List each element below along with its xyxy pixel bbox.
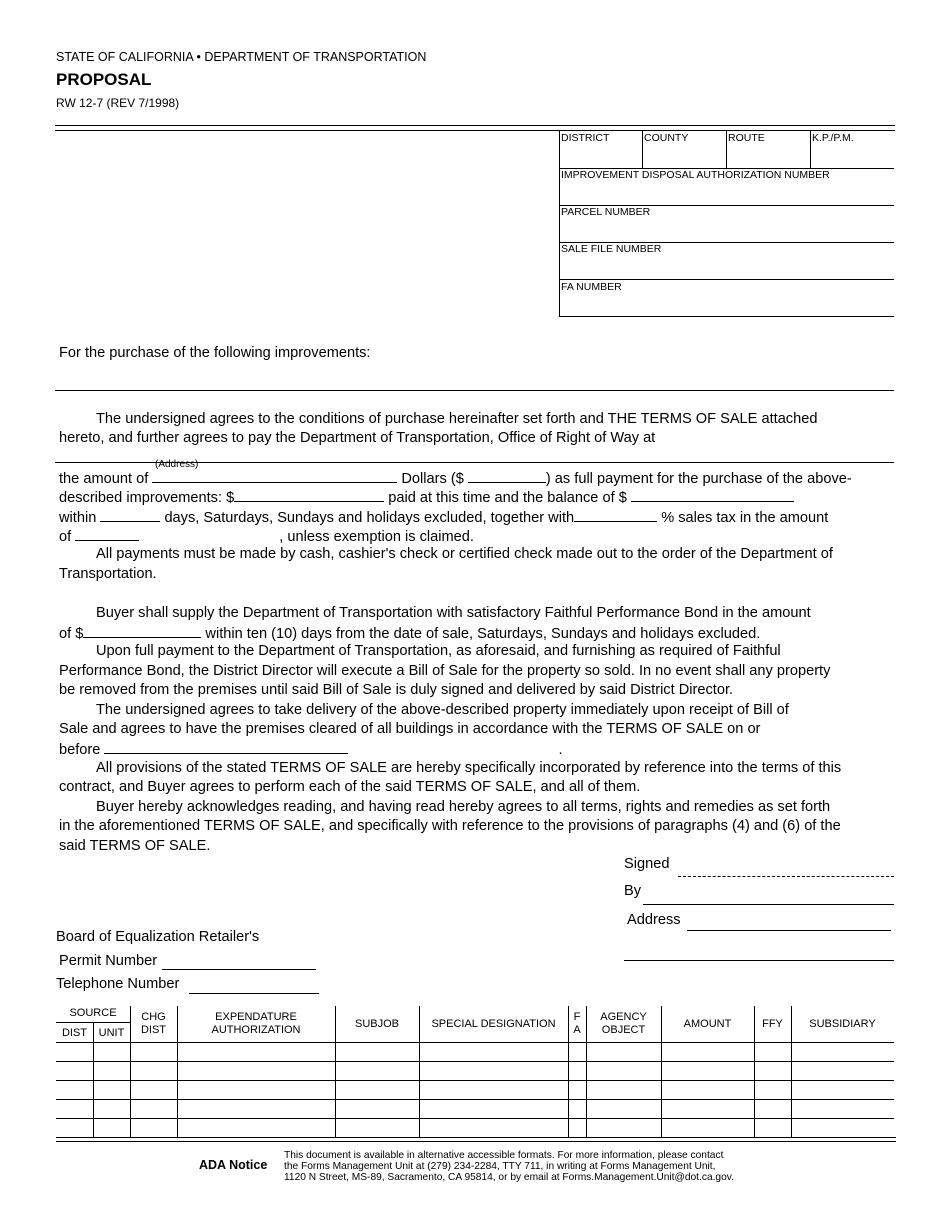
parcel-number-field[interactable]: PARCEL NUMBER [561, 206, 651, 218]
provisions-line-1: All provisions of the stated TERMS OF SALE are hereby specifically incorporated by reference into the terms of this [96, 760, 842, 776]
payments-line-2: Transportation. [59, 566, 157, 582]
delivery-line-2: Sale and agrees to have the premises cleared of all buildings in accordance with the TERMS OF SALE on or [59, 721, 761, 737]
full-payment-label: ) as full payment for the purchase of the above- [545, 471, 852, 487]
of-label: of [59, 529, 72, 545]
county-field[interactable]: COUNTY [644, 132, 689, 144]
upon-payment-line-3: be removed from the premises until said Bill of Sale is duly signed and delivered by said District Director. [59, 682, 734, 698]
col-chg-dist-line-1: CHG [141, 1011, 166, 1023]
bond-deadline-label: within ten (10) days from the date of sale, Saturdays, Sundays and holidays excluded. [205, 626, 761, 642]
amount-line [59, 468, 852, 489]
delivery-line-1: The undersigned agrees to take delivery of the above-described property immediately upon receipt of Bill of [96, 702, 789, 718]
info-box-row-rule [559, 279, 894, 280]
before-label: before [59, 742, 101, 758]
described-improvements-label: described improvements: $ [59, 490, 235, 506]
info-box-left-border [559, 130, 560, 317]
ada-notice-line-3: 1120 N Street, MS-89, Sacramento, CA 95814, or by email at Forms.Management.Unit@dot.ca.gov. [284, 1172, 734, 1183]
within-label: within [59, 510, 97, 526]
col-expenditure-line-1: EXPENDATURE [215, 1011, 297, 1023]
agreement-line-1: The undersigned agrees to the conditions of purchase hereinafter set forth and THE TERMS OF SALE attached [96, 411, 818, 427]
days-excluded-label: days, Saturdays, Sundays and holidays excluded, together with [164, 510, 575, 526]
header-rule-bottom [55, 130, 895, 131]
balance-field[interactable] [631, 487, 794, 502]
header-rule-top [55, 125, 895, 126]
amount-words-field[interactable] [152, 468, 397, 483]
col-fa-line-2: A [573, 1024, 581, 1036]
col-special-designation: SPECIAL DESIGNATION [431, 1018, 556, 1030]
bond-line-1: Buyer shall supply the Department of Transportation with satisfactory Faithful Performance Bond in the amount [96, 605, 811, 621]
ada-notice-label: ADA Notice [199, 1158, 268, 1172]
days-field[interactable] [100, 507, 160, 522]
bond-amount-field[interactable] [83, 623, 201, 638]
info-box-divider [726, 130, 727, 168]
delivery-line-3 [59, 739, 563, 760]
col-subjob: SUBJOB [354, 1018, 399, 1030]
kppm-field[interactable]: K.P./P.M. [812, 132, 854, 144]
bond-line-2 [59, 623, 760, 644]
upon-payment-line-1: Upon full payment to the Department of Transportation, as aforesaid, and furnishing as required of Faithful [96, 643, 781, 659]
purchase-intro: For the purchase of the following improvements: [59, 345, 371, 361]
table-row-rule [56, 1099, 894, 1100]
col-fa [568, 1011, 586, 1037]
dollars-label: Dollars ($ [401, 471, 464, 487]
fa-number-field[interactable]: FA NUMBER [561, 281, 622, 293]
improvements-payment-line [59, 487, 794, 508]
retailer-title: Board of Equalization Retailer's [56, 929, 260, 945]
tax-amount-field[interactable] [75, 526, 139, 541]
permit-number-label: Permit Number [59, 953, 158, 969]
ada-notice-line-1: This document is available in alternative accessible formats. For more information, please contact [284, 1150, 724, 1161]
col-source: SOURCE [69, 1007, 117, 1019]
signed-line[interactable] [678, 876, 894, 877]
col-fa-line-1: F [573, 1011, 581, 1023]
form-revision: RW 12-7 (REV 7/1998) [56, 96, 180, 110]
clearance-date-field[interactable] [104, 739, 348, 754]
info-box-row-rule [559, 316, 894, 317]
info-box-divider [642, 130, 643, 168]
form-title: PROPOSAL [56, 70, 152, 89]
col-chg-dist [130, 1011, 177, 1037]
agreement-line-2: hereto, and further agrees to pay the Department of Transportation, Office of Right of Way at [59, 430, 656, 446]
district-field[interactable]: DISTRICT [561, 132, 610, 144]
table-row-rule [56, 1061, 894, 1062]
signer-address-line-2[interactable] [624, 960, 894, 961]
table-row-rule [56, 1080, 894, 1081]
col-expenditure-authorization [177, 1011, 335, 1037]
signed-label: Signed [624, 856, 670, 872]
col-chg-dist-line-2: DIST [140, 1024, 167, 1036]
address-label: Address [627, 912, 681, 928]
table-header-rule [56, 1042, 894, 1043]
bond-amount-label: of $ [59, 626, 84, 642]
telephone-number-field[interactable] [189, 993, 319, 994]
improvement-number-field[interactable]: IMPROVEMENT DISPOSAL AUTHORIZATION NUMBER [561, 169, 830, 181]
col-agency-line-2: OBJECT [601, 1024, 646, 1036]
signer-address-line[interactable] [687, 930, 891, 931]
telephone-number-label: Telephone Number [56, 976, 180, 992]
col-subsidiary: SUBSIDIARY [809, 1018, 876, 1030]
paid-now-field[interactable] [234, 487, 384, 502]
exemption-label: , unless exemption is claimed. [279, 529, 474, 545]
col-agency-object [586, 1011, 661, 1037]
department-header: STATE OF CALIFORNIA • DEPARTMENT OF TRANSPORTATION [56, 50, 427, 64]
address-caption: (Address) [155, 459, 199, 470]
table-row-rule [56, 1118, 894, 1119]
route-field[interactable]: ROUTE [728, 132, 765, 144]
acknowledge-line-3: said TERMS OF SALE. [59, 838, 211, 854]
within-days-line [59, 507, 828, 528]
col-unit: UNIT [98, 1027, 125, 1039]
col-amount: AMOUNT [683, 1018, 732, 1030]
tax-amount-line [59, 526, 474, 547]
ada-notice-text [284, 1150, 734, 1183]
improvements-line[interactable] [55, 390, 894, 391]
acknowledge-line-2: in the aforementioned TERMS OF SALE, and specifically with reference to the provisions of paragraphs (4) and (6) of the [59, 818, 841, 834]
by-line[interactable] [643, 904, 894, 905]
amount-label: the amount of [59, 471, 149, 487]
payments-line-1: All payments must be made by cash, cashier's check or certified check made out to the order of the Department of [96, 546, 833, 562]
col-agency-line-1: AGENCY [600, 1011, 647, 1023]
balance-label: paid at this time and the balance of $ [388, 490, 627, 506]
amount-dollars-field[interactable] [468, 468, 546, 483]
sales-tax-label: % sales tax in the amount [661, 510, 829, 526]
period: . [558, 742, 563, 758]
col-ffy: FFY [762, 1018, 783, 1030]
provisions-line-2: contract, and Buyer agrees to perform each of the said TERMS OF SALE, and all of them. [59, 779, 641, 795]
col-dist: DIST [61, 1027, 88, 1039]
sales-tax-percent-field[interactable] [574, 507, 657, 522]
table-bottom-rule-2 [56, 1141, 896, 1142]
sale-file-number-field[interactable]: SALE FILE NUMBER [561, 243, 662, 255]
table-bottom-rule [56, 1137, 896, 1138]
by-label: By [624, 883, 642, 899]
upon-payment-line-2: Performance Bond, the District Director will execute a Bill of Sale for the property so sold. In no event shall any property [59, 663, 831, 679]
info-box-divider [810, 130, 811, 168]
permit-number-field[interactable] [162, 969, 316, 970]
acknowledge-line-1: Buyer hereby acknowledges reading, and having read hereby agrees to all terms, rights and remedies as set forth [96, 799, 831, 815]
ada-notice-line-2: the Forms Management Unit at (279) 234-2284, TTY 711, in writing at Forms Management Unit, [284, 1161, 716, 1172]
col-expenditure-line-2: AUTHORIZATION [211, 1024, 301, 1036]
